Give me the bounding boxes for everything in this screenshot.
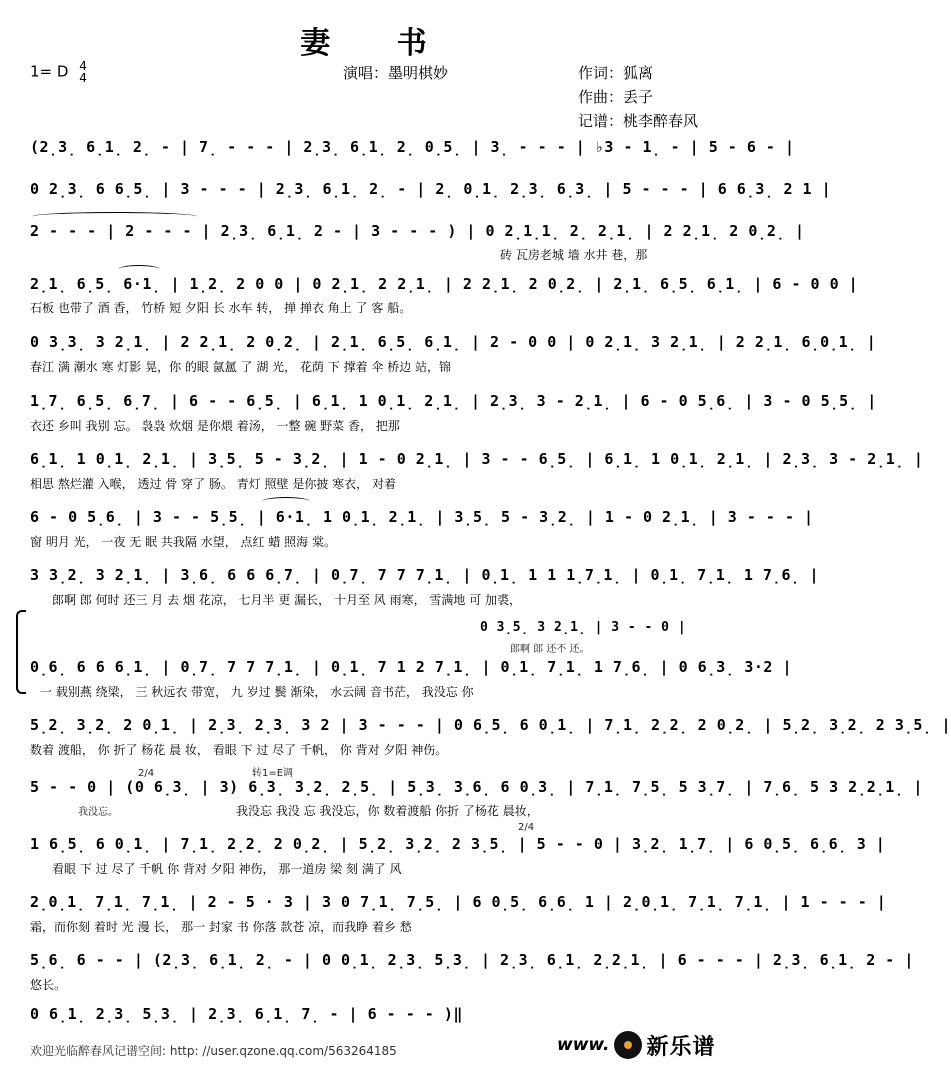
notation-line: 6̣1̣ 1 0̣1̣ 2̣1̣ | 3̣5̣ 5 - 3̣2̣ | 1 - 0 2̣1̣ | 3 - - 6̣5̣ | 6̣1̣ 1 0̣1̣ 2̣1̣ | 2̣3̣ 3 - 2̣1̣ | [30,450,924,468]
time-change: 2/4 [518,822,535,833]
notation-line: 2̣0̣1̣ 7̣1̣ 7̣1̣ | 2 - 5 · 3 | 3 0 7̣1̣ 7̣5̣ | 6 0̣5̣ 6̣6̣ 1 | 2̣0̣1̣ 7̣1̣ 7̣1̣ | 1 - - - | [30,893,887,911]
notation-line: 3 3̣2̣ 3 2̣1̣ | 3̣6̣ 6 6 6̣7̣ | 0̣7̣ 7 7 7̣1̣ | 0̣1̣ 1 1 1̣7̣1̣ | 0̣1̣ 7̣1̣ 1 7̣6̣ | [30,566,820,584]
notation-line: 6 - 0 5̣6̣ | 3 - - 5̣5̣ | 6·1̣ 1 0̣1̣ 2̣1̣ | 3̣5̣ 5 - 3̣2̣ | 1 - 0 2̣1̣ | 3 - - - | [30,508,814,526]
singer-credit: 演唱：墨明棋妙 [343,64,449,82]
time-bottom: 4 [79,71,87,85]
notation-line: 0 6̣1̣ 2̣3̣ 5̣3̣ | 2̣3̣ 6̣1̣ 7̣ - | 6 - - - )‖ [30,1005,463,1023]
lyricist-credit: 作词：狐离 [578,64,654,82]
key-signature [30,60,87,84]
logo-www: www. [557,1035,610,1055]
lyric-line: 春江 满 潮水 寒 灯影 晃，你 的眼 氤氲 了 湖 光， 花荫 下 撑着 伞 桥边 站，锦 [30,360,452,374]
time-change: 2/4 [138,768,155,779]
page-title: 妻 书 [300,26,455,61]
notation-line: 5 - - 0 | (0 6̣3̣ | 3) 6̣3̣ 3̣2̣ 2̣5̣ | 5̣3̣ 3̣6̣ 6 0̣3̣ | 7̣1̣ 7̣5̣ 5 3̣7̣ | 7̣6̣ 5 3 2̣2̣1̣ | [30,778,923,796]
notation-line: 0 3̣3̣ 3 2̣1̣ | 2 2̣1̣ 2 0̣2̣ | 2̣1̣ 6̣5̣ 6̣1̣ | 2 - 0 0 | 0 2̣1̣ 3 2̣1̣ | 2 2̣1̣ 6̣0̣1̣ | [30,333,877,351]
lyric-line: 霜，而你刻 着时 光 漫 长， 那一 封家 书 你落 款苍 凉，而我睁 着乡 愁 [30,920,412,934]
notation-line: 0 3̣5̣ 3 2̣1̣ | 3 - - 0 | [480,620,687,635]
lyric-line: 数着 渡船， 你 折了 杨花 晨 妆， 看眼 下 过 尽了 千帆， 你 背对 夕阳 神伤。 [30,743,448,757]
lyric-line: 衣还 乡叫 我别 忘。 袅袅 炊烟 是你煨 着汤， 一整 碗 野菜 香， 把那 [30,419,400,433]
system-brace [16,610,26,694]
small-lyric: 我没忘。 [78,807,118,818]
notation-line: 1 6̣5̣ 6 0̣1̣ | 7̣1̣ 2̣2̣ 2 0̣2̣ | 5̣2̣ 3̣2̣ 2 3̣5̣ | 5 - - 0 | 3̣2̣ 1̣7̣ | 6 0̣5̣ 6̣6̣ 3 | [30,835,886,853]
lyric-line: 看眼 下 过 尽了 千帆 你 背对 夕阳 神伤， 那一道房 梁 刻 满了 风 [52,862,402,876]
lyric-line: 郎啊 郎 何时 还三 月 去 烟 花凉， 七月半 更 漏长， 十月至 风 雨寒， 雪满地 可 加裘， [52,593,522,607]
notation-line: 5̣2̣ 3̣2̣ 2 0̣1̣ | 2̣3̣ 2̣3̣ 3 2 | 3 - - - | 0 6̣5̣ 6 0̣1̣ | 7̣1̣ 2̣2̣ 2 0̣2̣ | 5̣2̣ 3̣2̣ 2 3̣5̣ | [30,716,951,734]
time-signature [79,60,87,84]
notation-line: 5̣6̣ 6 - - | (2̣3̣ 6̣1̣ 2̣ - | 0 0̣1̣ 2̣3̣ 5̣3̣ | 2̣3̣ 6̣1̣ 2̣2̣1̣ | 6 - - - | 2̣3̣ 6̣1̣ 2 - | [30,951,914,969]
key-change: 转1=E调 [252,768,294,779]
lyric-line: 悠长。 [30,978,67,992]
notation-line: 1̣7̣ 6̣5̣ 6̣7̣ | 6 - - 6̣5̣ | 6̣1̣ 1 0̣1̣ 2̣1̣ | 2̣3̣ 3 - 2̣1̣ | 6 - 0 5̣6̣ | 3 - 0 5̣5̣ | [30,392,877,410]
composer-credit: 作曲：丢子 [578,88,654,106]
transcriber-credit: 记谱：桃李醉春风 [578,112,699,130]
time-top: 4 [79,59,87,73]
key-label: 1= D [30,62,69,81]
lyric-line: 砖 瓦房老城 墙 水井 巷，那 [500,248,648,262]
lyric-line: 窗 明月 光， 一夜 无 眠 共我隔 水望， 点红 蜡 照海 棠。 [30,535,336,549]
lyric-line: 相思 熬烂灌 入喉， 透过 骨 穿了 肠。 青灯 照壁 是你披 寒衣， 对着 [30,477,396,491]
notation-line: (2̣3̣ 6̣1̣ 2̣ - | 7̣ - - - | 2̣3̣ 6̣1̣ 2̣ 0̣5̣ | 3̣ - - - | ♭3 - 1̣ - | 5 - 6 - | [30,138,795,156]
notation-line: 0 2̣3̣ 6 6̣5̣ | 3 - - - | 2̣3̣ 6̣1̣ 2̣ - | 2̣ 0̣1̣ 2̣3̣ 6̣3̣ | 5 - - - | 6 6̣3̣ 2 1 | [30,180,832,198]
lyric-line: 石板 也带了 酒 香， 竹桥 短 夕阳 长 水车 转， 掸 掸衣 角上 了 客 船。 [30,301,412,315]
lyric-line: 郎啊 郎 还不 还。 [510,644,590,655]
record-icon [614,1031,642,1059]
site-logo[interactable] [557,1028,716,1062]
footer-text: 欢迎光临醉春风记谱空间: http: //user.qzone.qq.com/563264185 [30,1044,397,1058]
lyric-line: 一 载别燕 绕梁， 三 秋远衣 带宽， 九 岁过 鬓 渐染， 水云阔 音书茫， 我没忘 你 [40,685,474,699]
lyric-line: 我没忘 我没 忘 我没忘，你 数着渡船 你折 了杨花 晨妆， [236,804,539,818]
notation-line: 2̣1̣ 6̣5̣ 6·1̣ | 1̣2̣ 2 0 0 | 0 2̣1̣ 2 2̣1̣ | 2 2̣1̣ 2 0̣2̣ | 2̣1̣ 6̣5̣ 6̣1̣ | 6 - 0 0 | [30,275,859,293]
logo-brand: 新乐谱 [646,1034,716,1060]
notation-line: 0̣6̣ 6 6 6̣1̣ | 0̣7̣ 7 7 7̣1̣ | 0̣1̣ 7 1 2 7̣1̣ | 0̣1̣ 7̣1̣ 1 7̣6̣ | 0 6̣3̣ 3·2 | [30,658,792,676]
notation-line: 2 - - - | 2 - - - | 2̣3̣ 6̣1̣ 2 - | 3 - - - ) | 0 2̣1̣1̣ 2̣ 2̣1̣ | 2 2̣1̣ 2 0̣2̣ | [30,222,805,240]
